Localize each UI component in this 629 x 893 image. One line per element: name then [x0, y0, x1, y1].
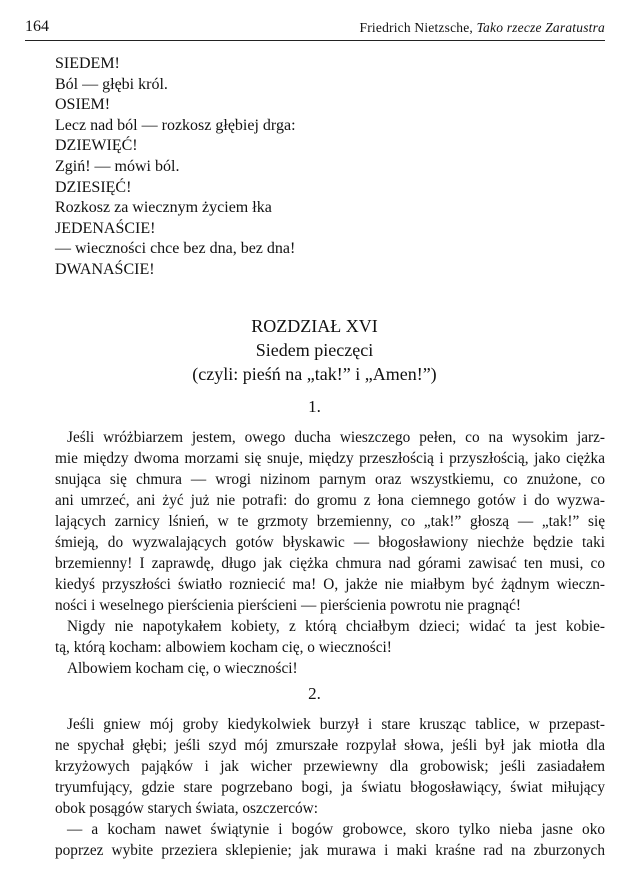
text-line: Jeśli wróżbiarzem jestem, owego ducha wieszczego pełen, co na wysokim jarz-	[67, 429, 605, 446]
text-line: ani umrzeć, ani żyć już nie potrafi: do gromu z łona ciemnego gotów i do wyzwa-	[55, 492, 605, 509]
poem-line: — wieczności chce bez dna, bez dna!	[55, 240, 296, 258]
poem-stanza	[55, 54, 595, 281]
running-head-author: Friedrich Nietzsche,	[359, 20, 477, 35]
poem-line: OSIEM!	[55, 96, 111, 114]
running-head	[360, 20, 605, 36]
chapter-number: ROZDZIAŁ XVI	[251, 316, 378, 336]
poem-line: SIEDEM!	[55, 55, 120, 72]
text-line: kiedyś przyszłości światło rozniecić ma! O, jakże nie miałbym być żądnym wieczn-	[55, 576, 605, 593]
poem-line: DZIEWIĘĆ!	[55, 137, 138, 155]
text-line: brzemienny! I zaprawdę, długo jak ciężka chmura nad górami zawisać ten musi, co	[55, 555, 605, 572]
page-number: 164	[25, 18, 49, 35]
chapter-title: Siedem pieczęci	[255, 340, 374, 360]
text-line: tą, którą kocham: albowiem kocham cię, o wieczności!	[55, 639, 392, 656]
text-line: ne spychał głębi; jeśli szyd mój zmurszałe rozpylał słowa, jeśli był jak miotła dla	[55, 737, 605, 754]
text-line: tryumfujący, gdzie stare pogrzebano bogi, ja światu błogosławiący, świat miłujący	[55, 779, 605, 796]
poem-line: JEDENAŚCIE!	[55, 219, 156, 237]
text-line: lających zarnicy lśnień, w te grzmoty brzemienny, co „tak!” głoszą — „tak!” się	[55, 513, 605, 530]
section-number-1: 1.	[308, 397, 321, 416]
header-rule	[25, 40, 605, 41]
page-header	[25, 18, 605, 40]
text-line: snująca się chmura — wrogi nizinom parnym oraz wszystkiemu, co znużone, co	[55, 471, 605, 488]
section-number-2: 2.	[308, 684, 321, 703]
poem-line: Rozkosz za wiecznym życiem łka	[55, 199, 272, 217]
poem-line: Lecz nad ból — rozkosz głębiej drga:	[55, 116, 296, 134]
chapter-subtitle: (czyli: pieśń na „tak!” i „Amen!”)	[192, 364, 437, 384]
poem-line: DWANAŚCIE!	[55, 260, 155, 278]
text-line: Jeśli gniew mój groby kiedykolwiek burzył i stare krusząc tablice, w przepast-	[67, 716, 605, 733]
text-line: mie między dwoma morzami się snuje, między przeszłością i przyszłością, jako ciężka	[55, 450, 605, 467]
text-line: obok posągów starych świata, oszczerców:	[55, 800, 318, 817]
text-line: — a kocham nawet świątynie i bogów grobowce, skoro tylko nieba jasne oko	[67, 821, 605, 838]
poem-line: Ból — głębi król.	[55, 75, 168, 93]
chapter-heading	[0, 314, 629, 386]
poem-line: DZIESIĘĆ!	[55, 178, 132, 196]
section-2-text	[55, 714, 605, 861]
text-line: poprzez wybite przeziera sklepienie; jak murawa i maki kraśne rad na zburzonych	[55, 842, 605, 859]
text-line: śmieją, do wyzwalających gotów błyskawic — błogosławiony niechże będzie taki	[55, 534, 605, 551]
text-line: ności i weselnego pierścienia pierścieni — pierścienia powrotu nie pragnąć!	[55, 597, 521, 614]
text-line: Albowiem kocham cię, o wieczności!	[67, 660, 298, 677]
section-1-text	[55, 427, 605, 679]
text-line: krzyżowych pająków i jak wicher przewiewny dla grobowisk; jeśli zasiadałem	[55, 758, 605, 775]
poem-line: Zgiń! — mówi ból.	[55, 157, 180, 175]
running-head-title: Tako rzecze Zaratustra	[476, 20, 605, 35]
text-line: Nigdy nie napotykałem kobiety, z którą chciałbym dzieci; widać ta jest kobie-	[67, 618, 605, 635]
